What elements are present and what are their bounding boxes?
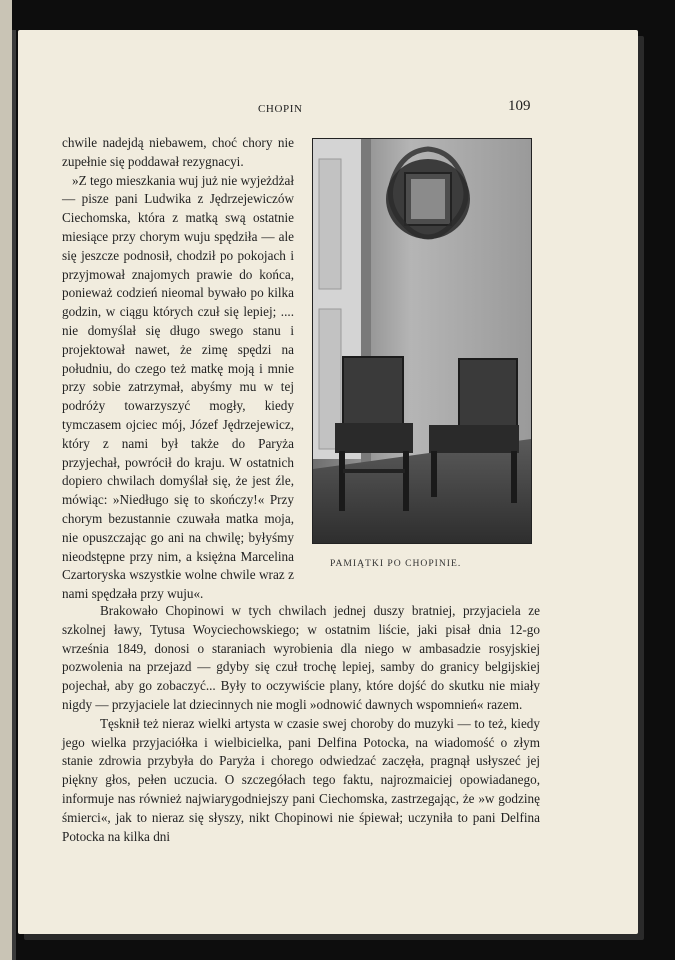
photo-illustration [313, 139, 531, 543]
page-number: 109 [508, 98, 531, 114]
figure-caption: PAMIĄTKI PO CHOPINIE. [330, 558, 462, 569]
book-left-edge [0, 0, 12, 960]
paragraph: chwile nadejdą niebawem, choć chory nie zupełnie się poddawał rezygnacyi. [62, 135, 294, 169]
running-head: CHOPIN [258, 103, 303, 115]
body-text [62, 602, 540, 846]
paragraph: »Z tego mieszkania wuj już nie wyjeżdżał — pisze pani Ludwika z Jędrzejewiczów Ciechomska, która z matką swą ostatnie miesiące przy chorym wuju spędziła — ale się jeszcze podnosił, chodził po pokojach i przyjmował znajomych prawie do końca, ponieważ codzień nieomal bywało po kilka godzin, w ciągu których czuł się lepiej; .... nie domyślał się długo swego stanu i projektował nawet, że zimę spędzi na południu, do czego też matkę moją i mnie przy sobie zatrzymał, abyśmy mu w tej podróży towarzyszyć mogły, kiedy tymczasem ojciec mój, Józef Jędrzejewicz, który z nami był także do Paryża przyjechał, powrócił do kraju. W ostatnich dopiero chwilach domyślał się, że jest źle, mówiąc: »Niedługo się to skończy!« Przy chorym bezustannie czuwała matka moja, nie opuszczając go ani na chwilę; byłyśmy nieodstępne przy nim, a księżna Marcelina Czartoryska wszystkie wolne chwile wraz z nami spędzała przy wuju«. [62, 172, 294, 602]
chairs-photograph [312, 138, 532, 544]
paragraph: Tęsknił też nieraz wielki artysta w czasie swej choroby do muzyki — to też, kiedy jego wielka przyjaciółka i wielbicielka, pani Delfina Potocka, na wiadomość o złym stanie zdrowia przybyła do Paryża i chorego odwiedzać zaczęła, pragnął usłyszeć jej piękny głos, pełen uczucia. O szczegółach tego faktu, najrozmaiciej opowiadanego, informuje nas również najwiarygodniejszy pani Ciechomska, zastrzegając, że »w godzinę śmierci«, jak to nieraz się słyszy, nikt Chopinowi nie śpiewał; uczyniła to pani Delfina Potocka na kilka dni [62, 715, 540, 844]
paragraph: Brakowało Chopinowi w tych chwilach jednej duszy bratniej, przyjaciela ze szkolnej ławy, Tytusa Woyciechowskiego; w ostatnim liście, jaki pisał dnia 12-go września 1849, donosi o staraniach wyrobienia dla niego w ambasadzie rosyjskiej pozwolenia na przejazd — gdyby się czuł trochę lepiej, samby do granicy belgijskiej pojechał, aby go zobaczyć... Były to oczywiście plany, które dojść do skutku nie miały nigdy — przyjaciele lat dziecinnych nie mogli »odnowić dawnych wspomnień« razem. [62, 603, 540, 712]
book-gutter [12, 30, 16, 960]
text-column [62, 134, 294, 604]
